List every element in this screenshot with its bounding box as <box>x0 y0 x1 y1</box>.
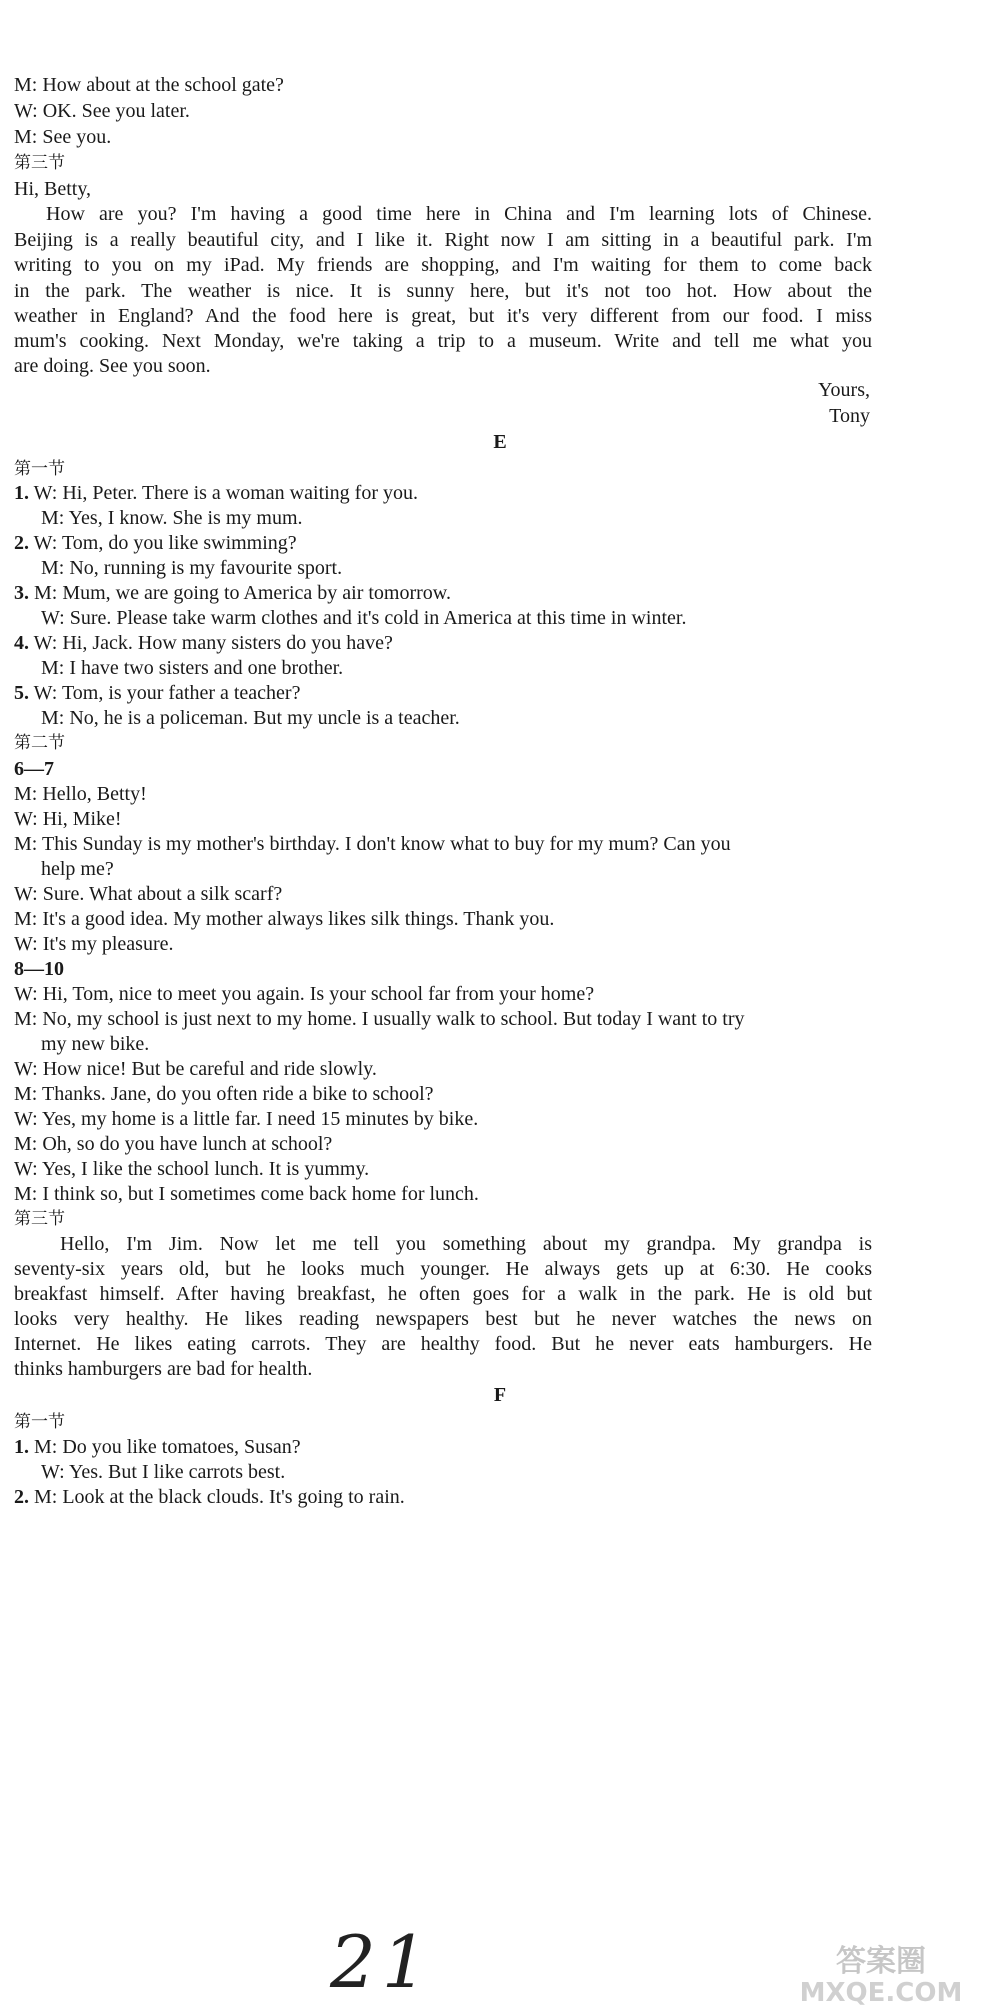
passage-line: seventy-six years old, but he looks much younger. He always gets up at 6:30. He cooks <box>14 1258 872 1280</box>
dialog-line: W: Tom, is your father a teacher? <box>33 682 301 704</box>
dialog-line: M: No, my school is just next to my home. I usually walk to school. But today I want to try <box>14 1008 745 1030</box>
item-number: 3. <box>14 582 29 604</box>
dialog-item <box>14 581 974 605</box>
dialog-line: M: No, running is my favourite sport. <box>41 557 343 579</box>
item-number: 4. <box>14 632 29 654</box>
passage-line: Hello, I'm Jim. Now let me tell you something about my grandpa. My grandpa is <box>60 1233 872 1255</box>
dialog-line: W: OK. See you later. <box>14 100 190 122</box>
dialog-item <box>14 1485 974 1509</box>
letter-line: mum's cooking. Next Monday, we're taking a trip to a museum. Write and tell me what you <box>14 330 872 352</box>
dialog-line: W: Hi, Jack. How many sisters do you have? <box>33 632 393 654</box>
watermark-text: MXQE.COM <box>799 1978 963 2007</box>
item-number: 5. <box>14 682 29 704</box>
part-header: 第三节 <box>14 1209 65 1229</box>
dialog-line: M: I think so, but I sometimes come back home for lunch. <box>14 1183 479 1205</box>
part-header: 第二节 <box>14 733 65 753</box>
dialog-line: help me? <box>41 858 114 880</box>
dialog-item <box>14 531 974 555</box>
section-title: F <box>493 1384 507 1406</box>
dialog-line: M: Mum, we are going to America by air tomorrow. <box>34 582 451 604</box>
part-header: 第三节 <box>14 153 65 173</box>
dialog-line: W: It's my pleasure. <box>14 933 174 955</box>
dialog-line: M: See you. <box>14 126 112 148</box>
watermark-logo <box>766 1937 996 2007</box>
dialog-line: W: Hi, Mike! <box>14 808 122 830</box>
letter-line: weather in England? And the food here is great, but it's very different from our food. I miss <box>14 305 872 327</box>
watermark-logo-text: 答案圈 <box>836 1944 926 1979</box>
passage-line: Internet. He likes eating carrots. They are healthy food. But he never eats hamburgers. He <box>14 1333 872 1355</box>
dialog-line: W: Tom, do you like swimming? <box>33 532 297 554</box>
dialog-line: W: Yes, my home is a little far. I need 15 minutes by bike. <box>14 1108 479 1130</box>
letter-line: How are you? I'm having a good time here in China and I'm learning lots of Chinese. <box>46 203 872 225</box>
letter-line: Beijing is a really beautiful city, and I like it. Right now I am sitting in a beautiful park. I'm <box>14 229 872 251</box>
group-label: 8—10 <box>14 958 64 980</box>
dialog-line: M: Yes, I know. She is my mum. <box>41 507 303 529</box>
dialog-line: my new bike. <box>41 1033 150 1055</box>
dialog-line: M: This Sunday is my mother's birthday. I don't know what to buy for my mum? Can you <box>14 833 731 855</box>
dialog-line: W: Sure. What about a silk scarf? <box>14 883 283 905</box>
dialog-item <box>14 1435 974 1459</box>
part-header: 第一节 <box>14 459 65 479</box>
dialog-line: M: How about at the school gate? <box>14 74 284 96</box>
dialog-line: W: Yes. But I like carrots best. <box>41 1461 286 1483</box>
dialog-line: W: Yes, I like the school lunch. It is yummy. <box>14 1158 370 1180</box>
passage-line: looks very healthy. He likes reading newspapers best but he never watches the news on <box>14 1308 872 1330</box>
dialog-line: M: I have two sisters and one brother. <box>41 657 344 679</box>
dialog-item <box>14 631 974 655</box>
letter-greeting: Hi, Betty, <box>14 178 92 200</box>
part-header: 第一节 <box>14 1412 65 1432</box>
letter-line: are doing. See you soon. <box>14 355 211 377</box>
dialog-item <box>14 681 974 705</box>
group-label: 6—7 <box>14 758 54 780</box>
dialog-line: W: How nice! But be careful and ride slowly. <box>14 1058 377 1080</box>
item-number: 2. <box>14 532 29 554</box>
letter-line: in the park. The weather is nice. It is sunny here, but it's not too hot. How about the <box>14 280 872 302</box>
dialog-line: M: Thanks. Jane, do you often ride a bike to school? <box>14 1083 434 1105</box>
item-number: 1. <box>14 482 29 504</box>
dialog-line: M: Look at the black clouds. It's going to rain. <box>34 1486 405 1508</box>
section-title: E <box>493 431 507 453</box>
dialog-line: M: It's a good idea. My mother always likes silk things. Thank you. <box>14 908 555 930</box>
dialog-line: M: Hello, Betty! <box>14 783 147 805</box>
item-number: 2. <box>14 1486 29 1508</box>
item-number: 1. <box>14 1436 29 1458</box>
dialog-line: W: Sure. Please take warm clothes and it's cold in America at this time in winter. <box>41 607 687 629</box>
letter-signature: Tony <box>829 405 870 427</box>
passage-line: breakfast himself. After having breakfast, he often goes for a walk in the park. He is old but <box>14 1283 872 1305</box>
dialog-line: W: Hi, Tom, nice to meet you again. Is your school far from your home? <box>14 983 595 1005</box>
dialog-line: M: Do you like tomatoes, Susan? <box>34 1436 301 1458</box>
passage-line: thinks hamburgers are bad for health. <box>14 1358 313 1380</box>
dialog-item <box>14 481 974 505</box>
handwritten-page-number: 21 <box>330 1920 434 2004</box>
dialog-line: M: No, he is a policeman. But my uncle is a teacher. <box>41 707 460 729</box>
letter-closing: Yours, <box>818 379 870 401</box>
letter-line: writing to you on my iPad. My friends are shopping, and I'm waiting for them to come back <box>14 254 872 276</box>
dialog-line: W: Hi, Peter. There is a woman waiting for you. <box>33 482 418 504</box>
dialog-line: M: Oh, so do you have lunch at school? <box>14 1133 333 1155</box>
